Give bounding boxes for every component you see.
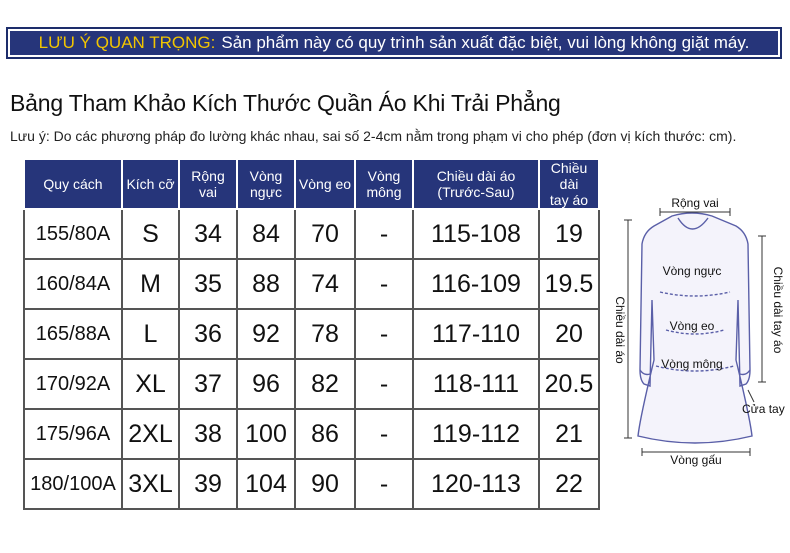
- notice-text: Sản phẩm này có quy trình sản xuất đặc biệt, vui lòng không giặt máy.: [221, 33, 750, 52]
- cell-size: M: [122, 259, 179, 309]
- cell-spec: 160/84A: [24, 259, 122, 309]
- cell-waist: 82: [295, 359, 355, 409]
- header-size: Kích cỡ: [122, 159, 179, 209]
- page-title: Bảng Tham Khảo Kích Thước Quần Áo Khi Trải Phẳng: [10, 90, 561, 116]
- cell-sleeve: 19.5: [539, 259, 599, 309]
- cell-chest: 96: [237, 359, 295, 409]
- cell-chest: 100: [237, 409, 295, 459]
- cell-shoulder: 37: [179, 359, 237, 409]
- cell-spec: 175/96A: [24, 409, 122, 459]
- label-sleeve: Chiều dài tay áo: [771, 266, 785, 354]
- table-row: [24, 309, 599, 359]
- cell-shoulder: 38: [179, 409, 237, 459]
- cell-spec: 180/100A: [24, 459, 122, 509]
- table-row: [24, 459, 599, 509]
- cell-length: 116-109: [413, 259, 539, 309]
- label-hip: Vòng mông: [661, 357, 723, 371]
- garment-measurement-diagram: [600, 180, 790, 480]
- cell-chest: 84: [237, 209, 295, 259]
- cell-spec: 165/88A: [24, 309, 122, 359]
- cell-size: 3XL: [122, 459, 179, 509]
- important-notice-banner: [6, 27, 782, 59]
- cell-length: 117-110: [413, 309, 539, 359]
- cell-length: 115-108: [413, 209, 539, 259]
- size-table: [23, 158, 600, 510]
- cell-hip: -: [355, 409, 413, 459]
- cell-spec: 170/92A: [24, 359, 122, 409]
- label-length: Chiều dài áo: [613, 296, 627, 364]
- cell-length: 118-111: [413, 359, 539, 409]
- cell-waist: 70: [295, 209, 355, 259]
- cell-hip: -: [355, 359, 413, 409]
- cell-sleeve: 21: [539, 409, 599, 459]
- cell-shoulder: 35: [179, 259, 237, 309]
- cell-size: 2XL: [122, 409, 179, 459]
- measurement-note: Lưu ý: Do các phương pháp đo lường khác nhau, sai số 2-4cm nằm trong phạm vi cho phép (đơn vị kích thước: cm).: [10, 128, 737, 144]
- cell-length: 119-112: [413, 409, 539, 459]
- cell-chest: 104: [237, 459, 295, 509]
- table-row: [24, 209, 599, 259]
- header-chest: Vòng ngực: [237, 159, 295, 209]
- cell-waist: 86: [295, 409, 355, 459]
- cell-hip: -: [355, 209, 413, 259]
- cell-shoulder: 34: [179, 209, 237, 259]
- notice-inner: [10, 31, 778, 55]
- label-waist: Vòng eo: [669, 319, 715, 333]
- header-hip: Vòng mông: [355, 159, 413, 209]
- cell-sleeve: 19: [539, 209, 599, 259]
- header-spec: Quy cách: [24, 159, 122, 209]
- table-header-row: [24, 159, 599, 209]
- label-cuff: Cửa tay: [742, 402, 785, 416]
- header-shoulder: Rộng vai: [179, 159, 237, 209]
- cell-hip: -: [355, 259, 413, 309]
- header-sleeve: Chiều dài tay áo: [539, 159, 599, 209]
- table-row: [24, 259, 599, 309]
- cell-sleeve: 22: [539, 459, 599, 509]
- cell-shoulder: 36: [179, 309, 237, 359]
- cell-size: XL: [122, 359, 179, 409]
- cell-waist: 74: [295, 259, 355, 309]
- cell-hip: -: [355, 309, 413, 359]
- label-hem: Vòng gấu: [670, 453, 722, 467]
- cell-size: L: [122, 309, 179, 359]
- cell-sleeve: 20.5: [539, 359, 599, 409]
- cell-spec: 155/80A: [24, 209, 122, 259]
- cell-shoulder: 39: [179, 459, 237, 509]
- header-waist: Vòng eo: [295, 159, 355, 209]
- table-row: [24, 409, 599, 459]
- cell-waist: 90: [295, 459, 355, 509]
- notice-label: LƯU Ý QUAN TRỌNG:: [38, 33, 216, 52]
- cell-waist: 78: [295, 309, 355, 359]
- header-length: Chiều dài áo (Trước-Sau): [413, 159, 539, 209]
- label-shoulder: Rộng vai: [671, 196, 719, 210]
- cell-sleeve: 20: [539, 309, 599, 359]
- label-chest: Vòng ngực: [662, 264, 722, 278]
- cell-length: 120-113: [413, 459, 539, 509]
- cell-size: S: [122, 209, 179, 259]
- cell-chest: 92: [237, 309, 295, 359]
- cell-hip: -: [355, 459, 413, 509]
- cell-chest: 88: [237, 259, 295, 309]
- table-row: [24, 359, 599, 409]
